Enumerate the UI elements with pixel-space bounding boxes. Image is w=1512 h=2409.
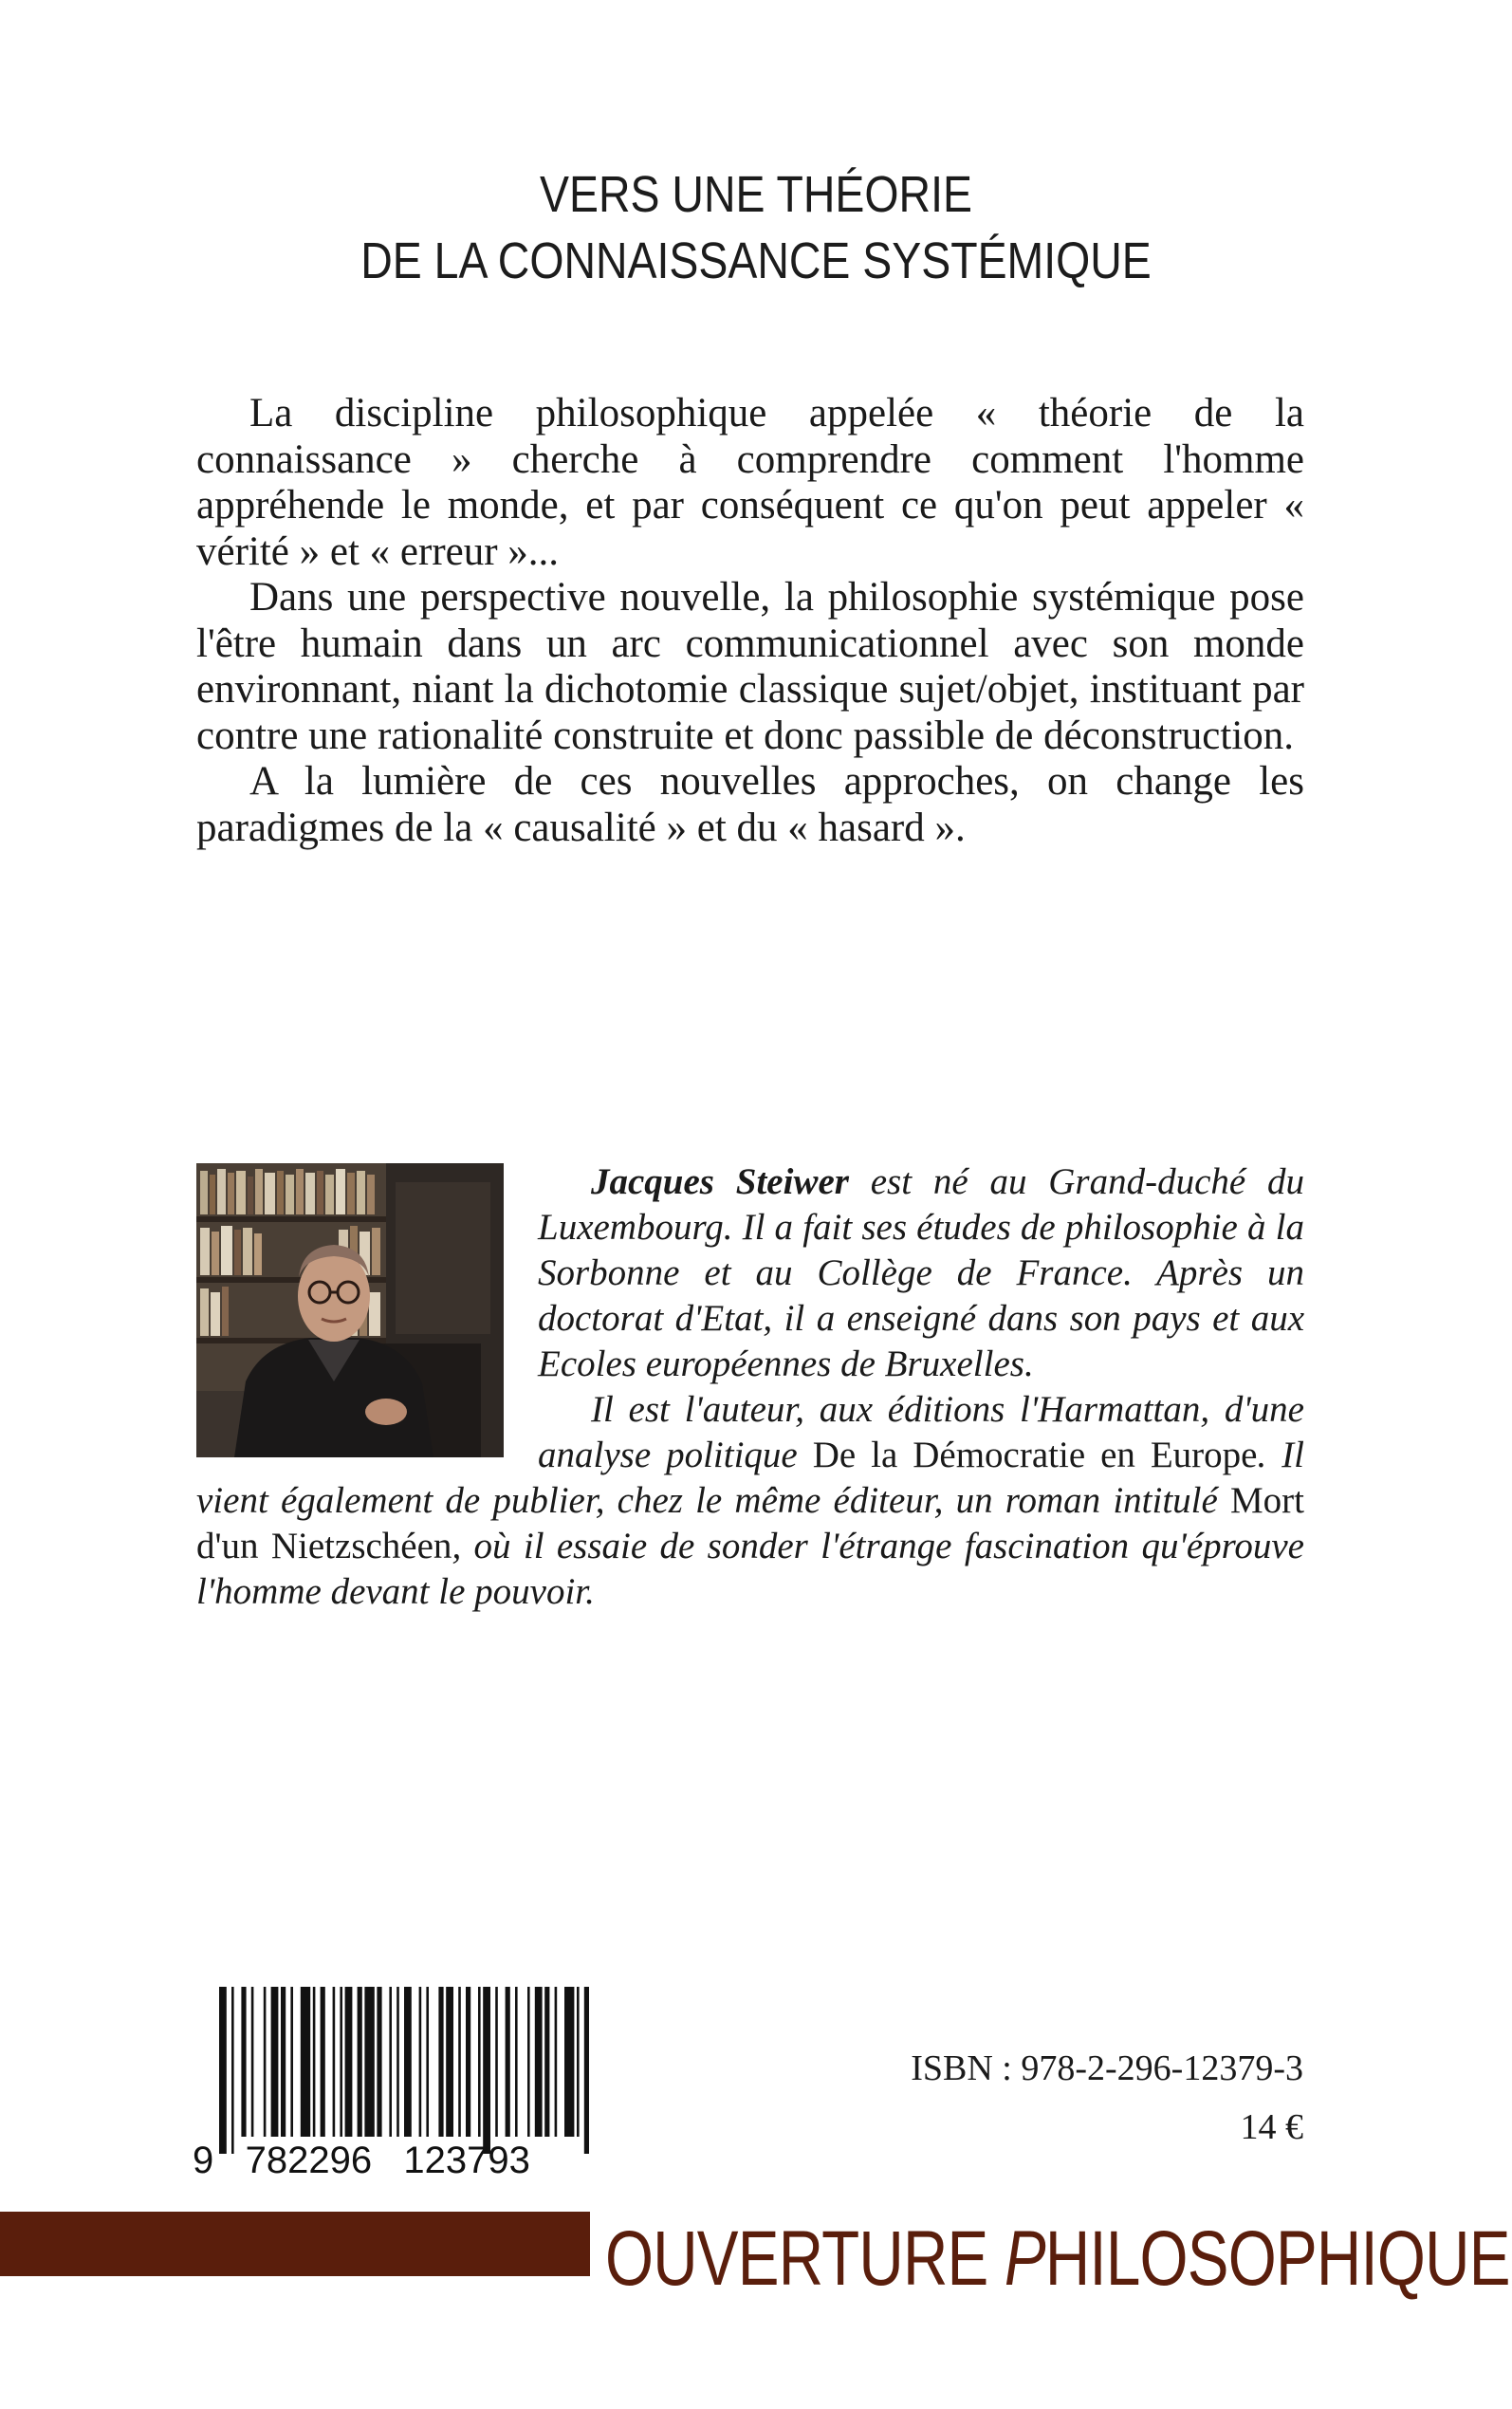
- barcode-bar: [281, 1987, 286, 2137]
- book-title: [106, 161, 1407, 294]
- summary-paragraph-1: La discipline philosophique appelée « théorie de la connaissance » cherche à comprendre comment l'homme appréhende le monde, et par conséquent ce qu'on peut appeler « vérité » et « erreur »...: [196, 391, 1304, 574]
- barcode-bar: [241, 1987, 246, 2137]
- bio-p1-text: est né au Grand-duché du Luxembourg. Il a fait ses études de philosophie à la Sorbonne et au Collège de France. Après un doctorat d'Etat, il a enseigné dans son pays et aux Ecoles européennes de Bruxelles.: [538, 1161, 1304, 1384]
- author-name: Jacques Steiwer: [591, 1161, 849, 1202]
- bio-p2-text-c: , où il essaie de sonder l'étrange fascination qu'éprouve l'homme devant le pouvoir.: [196, 1526, 1304, 1612]
- series-color-band: [0, 2212, 590, 2276]
- barcode-bar: [264, 1987, 267, 2137]
- book-title-democratie: De la Démocratie en Europe: [812, 1435, 1258, 1475]
- barcode-bar: [313, 1987, 316, 2137]
- barcode-bar: [301, 1987, 310, 2137]
- barcode-bar: [544, 1987, 549, 2137]
- barcode-bar: [446, 1987, 453, 2137]
- barcode-digits: 9 782296 123793: [193, 2140, 530, 2177]
- barcode-bar: [584, 1987, 589, 2154]
- barcode-bar: [483, 1987, 490, 2154]
- barcode-bar: [396, 1987, 399, 2137]
- barcode-bar: [555, 1987, 558, 2137]
- barcode-bar: [577, 1987, 580, 2137]
- price: 14 €: [1240, 2107, 1303, 2147]
- barcode-bar: [377, 1987, 381, 2137]
- barcode-bar: [426, 1987, 429, 2137]
- barcode-bar: [219, 1987, 227, 2154]
- barcode-bar: [458, 1987, 461, 2137]
- barcode-bar: [345, 1987, 353, 2137]
- barcode-bar: [438, 1987, 443, 2137]
- barcode-bar: [404, 1987, 412, 2137]
- barcode-bar: [466, 1987, 470, 2137]
- isbn-number: ISBN : 978-2-296-12379-3: [911, 2048, 1303, 2088]
- isbn-barcode: [187, 1987, 604, 2177]
- barcode-bar: [419, 1987, 422, 2137]
- bio-p2-text-a: Il est l'auteur, aux éditions l'Harmattan, d'une analyse politique: [538, 1389, 1304, 1475]
- barcode-graphic: [187, 1987, 604, 2177]
- barcode-bar: [271, 1987, 279, 2137]
- bio-p2-text-b: . Il vient également de publier, chez le même éditeur, un roman intitulé: [196, 1435, 1304, 1521]
- barcode-bar: [564, 1987, 574, 2137]
- series-word-2: HILOSOPHIQUE: [1044, 2215, 1510, 2302]
- book-summary: [196, 391, 1304, 851]
- title-line-2: DE LA CONNAISSANCE SYSTÉMIQUE: [360, 232, 1152, 289]
- title-line-1: VERS UNE THÉORIE: [540, 166, 972, 223]
- series-word-1: OUVERTURE: [605, 2215, 1005, 2302]
- book-title-nietzscheen: Mort d'un Nietzschéen: [196, 1480, 1304, 1566]
- summary-paragraph-3: A la lumière de ces nouvelles approches, on change les paradigmes de la « causalité » et du « hasard ».: [196, 759, 1304, 850]
- series-italic-letter: P: [1004, 2215, 1045, 2302]
- barcode-bar: [340, 1987, 342, 2137]
- author-bio: [196, 1159, 1304, 1615]
- barcode-bar: [527, 1987, 530, 2137]
- barcode-bar: [358, 1987, 362, 2137]
- barcode-bar: [321, 1987, 325, 2137]
- barcode-bar: [333, 1987, 336, 2137]
- summary-paragraph-2: Dans une perspective nouvelle, la philosophie systémique pose l'être humain dans un arc communicationnel avec son monde environnant, niant la dichotomie classique sujet/objet, instituant par contre une rationalité construite et donc passible de déconstruction.: [196, 575, 1304, 758]
- barcode-bar: [495, 1987, 498, 2137]
- barcode-bar: [515, 1987, 518, 2137]
- barcode-bar: [478, 1987, 481, 2137]
- photo-spacer: [196, 1159, 538, 1473]
- barcode-bar: [364, 1987, 374, 2137]
- barcode-bar: [506, 1987, 510, 2137]
- barcode-bar: [251, 1987, 254, 2137]
- series-name: [605, 2216, 1510, 2302]
- barcode-bar: [389, 1987, 392, 2137]
- barcode-bar: [535, 1987, 543, 2137]
- barcode-bar: [231, 1987, 234, 2154]
- barcode-bar: [290, 1987, 293, 2137]
